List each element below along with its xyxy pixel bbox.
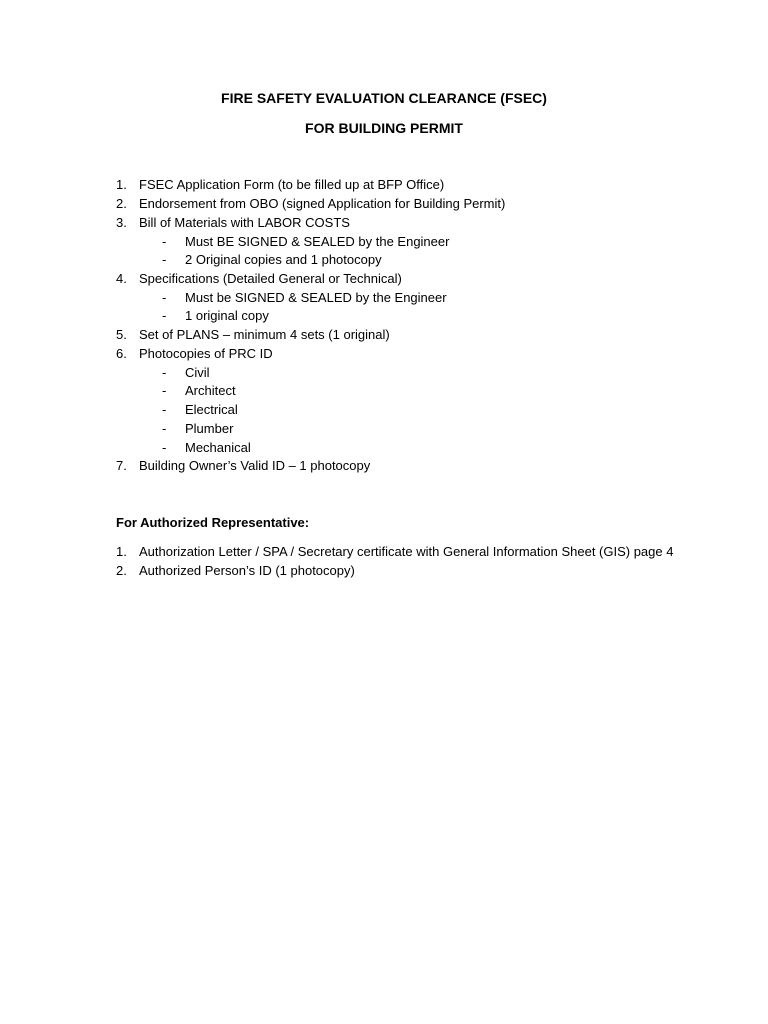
list-number: 4. <box>116 271 127 286</box>
dash-bullet: - <box>162 252 167 267</box>
list-number: 5. <box>116 327 127 342</box>
dash-bullet: - <box>162 421 167 436</box>
list-text: Bill of Materials with LABOR COSTS <box>139 215 350 230</box>
list-number: 1. <box>116 177 127 192</box>
dash-bullet: - <box>162 290 167 305</box>
list-text: Specifications (Detailed General or Technical) <box>139 271 402 286</box>
list-number: 2. <box>116 196 127 211</box>
dash-bullet: - <box>162 440 167 455</box>
sub-list-text: 2 Original copies and 1 photocopy <box>185 252 382 267</box>
dash-bullet: - <box>162 402 167 417</box>
sub-list-text: Must be SIGNED & SEALED by the Engineer <box>185 290 447 305</box>
list-text: Endorsement from OBO (signed Application for Building Permit) <box>139 196 506 211</box>
dash-bullet: - <box>162 365 167 380</box>
list-number: 3. <box>116 215 127 230</box>
sub-list-text: Must BE SIGNED & SEALED by the Engineer <box>185 234 450 249</box>
list-number: 7. <box>116 458 127 473</box>
dash-bullet: - <box>162 234 167 249</box>
representative-heading: For Authorized Representative: <box>116 515 310 530</box>
list-number: 1. <box>116 544 127 559</box>
document-subtitle: FOR BUILDING PERMIT <box>305 120 463 136</box>
list-text: Set of PLANS – minimum 4 sets (1 original) <box>139 327 390 342</box>
sub-list-text: Electrical <box>185 402 238 417</box>
list-text: Building Owner’s Valid ID – 1 photocopy <box>139 458 371 473</box>
dash-bullet: - <box>162 383 167 398</box>
list-number: 2. <box>116 563 127 578</box>
list-text: Photocopies of PRC ID <box>139 346 273 361</box>
sub-list-text: Architect <box>185 383 236 398</box>
list-number: 6. <box>116 346 127 361</box>
document-title: FIRE SAFETY EVALUATION CLEARANCE (FSEC) <box>221 90 547 106</box>
list-text: FSEC Application Form (to be filled up at BFP Office) <box>139 177 445 192</box>
list-text: Authorized Person’s ID (1 photocopy) <box>139 563 355 578</box>
list-text: Authorization Letter / SPA / Secretary certificate with General Information Sheet (GIS) page 4 <box>139 544 674 559</box>
sub-list-text: Mechanical <box>185 440 251 455</box>
sub-list-text: Plumber <box>185 421 234 436</box>
dash-bullet: - <box>162 308 167 323</box>
sub-list-text: 1 original copy <box>185 308 269 323</box>
sub-list-text: Civil <box>185 365 210 380</box>
